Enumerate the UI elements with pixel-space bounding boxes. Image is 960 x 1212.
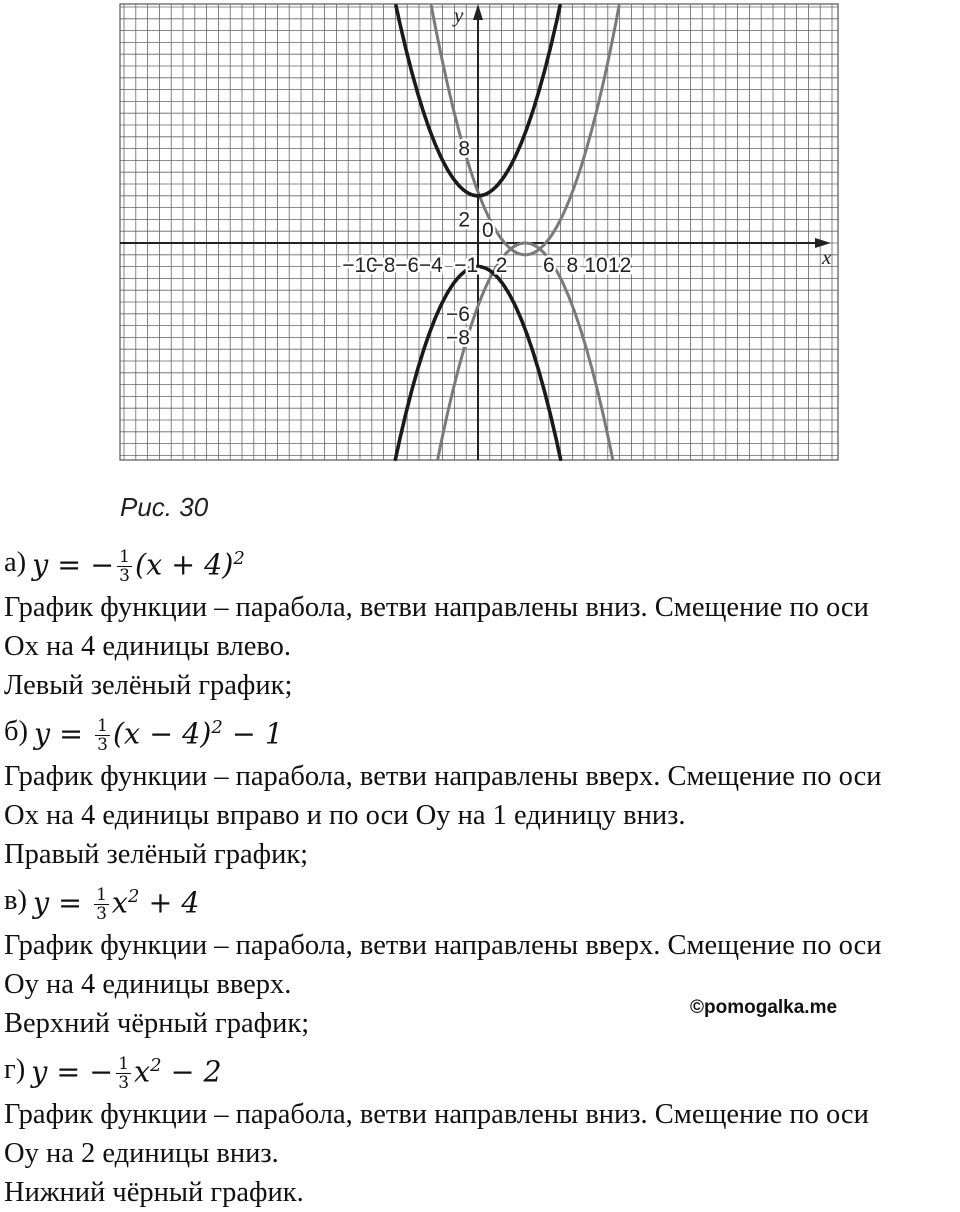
part-label: в): [4, 884, 27, 916]
formula: [33, 877, 200, 924]
formula-body: (x + 4): [134, 548, 234, 582]
part-c-line-2: Oy на 4 единицы вверх.: [4, 969, 292, 1000]
part-label: г): [4, 1053, 26, 1085]
formula-body: x: [134, 1055, 151, 1089]
formula-eq: = −: [48, 548, 115, 582]
formula-lhs: y: [34, 717, 51, 751]
fraction-numerator: 1: [96, 885, 107, 906]
part-b-line-2: Ox на 4 единицы вправо и по оси Oy на 1 единицу вниз.: [4, 800, 686, 831]
part-d-line-3: Нижний чёрный график.: [4, 1177, 304, 1208]
part-a-line-2: Ox на 4 единицы влево.: [4, 631, 292, 662]
formula-tail: − 2: [161, 1055, 222, 1089]
x-tick-label: −8: [371, 254, 396, 277]
coordinate-axes: [120, 4, 831, 460]
fraction-numerator: 1: [119, 547, 130, 568]
solution-text: [4, 536, 956, 1212]
origin-label: 0: [482, 219, 494, 242]
formula-tail: + 4: [139, 886, 200, 920]
part-b-line-1: График функции – парабола, ветви направлены вверх. Смещение по оси: [4, 761, 882, 792]
part-a-formula: [4, 536, 956, 588]
y-axis-arrow: [473, 4, 483, 20]
parabola-graph-figure: [0, 0, 960, 490]
x-tick-label: −6: [395, 254, 420, 277]
part-a-line-3: Левый зелёный график;: [4, 670, 293, 701]
part-b-formula: [4, 705, 956, 757]
x-tick-label: 2: [495, 254, 508, 277]
formula-exponent: 2: [211, 716, 223, 738]
fraction-denominator: 3: [119, 566, 130, 587]
part-c-line-1: График функции – парабола, ветви направлены вверх. Смещение по оси: [4, 930, 882, 961]
fraction-denominator: 3: [118, 1073, 130, 1094]
watermark: ©pomogalka.me: [690, 997, 838, 1018]
x-tick-label: −10: [342, 254, 378, 277]
fraction-numerator: 1: [97, 716, 108, 737]
part-a-line-1: График функции – парабола, ветви направлены вниз. Смещение по оси: [4, 592, 869, 623]
formula: [34, 708, 283, 755]
formula: [31, 1046, 222, 1093]
fraction-numerator: 1: [118, 1054, 130, 1075]
y-tick-label: −8: [446, 326, 470, 350]
formula-exponent: 2: [127, 885, 140, 907]
formula-body: x: [111, 886, 128, 920]
formula: [32, 539, 245, 586]
y-tick-label: −6: [446, 302, 470, 326]
figure-caption: Рис. 30: [120, 492, 209, 522]
fraction-denominator: 3: [97, 735, 108, 756]
fraction: [95, 717, 110, 754]
part-label: б): [4, 715, 28, 747]
x-tick-label: 8: [566, 254, 579, 277]
y-tick-label: 8: [458, 137, 470, 161]
fraction: [116, 1055, 131, 1092]
x-tick-label: −1: [454, 254, 479, 277]
x-tick-label: −4: [418, 254, 443, 277]
x-tick-label: 12: [607, 254, 632, 277]
formula-body: (x − 4): [112, 717, 212, 751]
x-tick-label: 10: [584, 254, 608, 277]
part-b-line-3: Правый зелёный график;: [4, 839, 309, 870]
fraction: [117, 548, 132, 585]
formula-exponent: 2: [150, 1054, 162, 1076]
formula-eq: = −: [47, 1055, 114, 1089]
fraction: [94, 886, 109, 923]
y-tick-label: 2: [458, 208, 470, 232]
part-c-formula: [4, 874, 956, 926]
formula-lhs: y: [31, 1055, 48, 1089]
axis-tick-labels: [342, 3, 832, 349]
part-label: а): [4, 546, 27, 578]
formula-tail: − 1: [222, 717, 283, 751]
y-axis-label: y: [454, 3, 464, 27]
part-d-line-2: Oy на 2 единицы вниз.: [4, 1138, 279, 1169]
part-d-line-1: График функции – парабола, ветви направлены вниз. Смещение по оси: [4, 1099, 869, 1130]
x-tick-label: 6: [542, 254, 555, 277]
formula-lhs: y: [32, 886, 50, 920]
part-d-formula: [4, 1043, 956, 1095]
formula-exponent: 2: [233, 547, 245, 569]
formula-eq: =: [50, 717, 93, 751]
part-c-line-3: Верхний чёрный график;: [4, 1008, 310, 1039]
fraction-denominator: 3: [96, 904, 107, 925]
formula-lhs: y: [32, 548, 49, 582]
parabola-curves: [395, 6, 619, 460]
formula-eq: =: [49, 886, 92, 920]
x-axis-label: x: [822, 245, 832, 269]
